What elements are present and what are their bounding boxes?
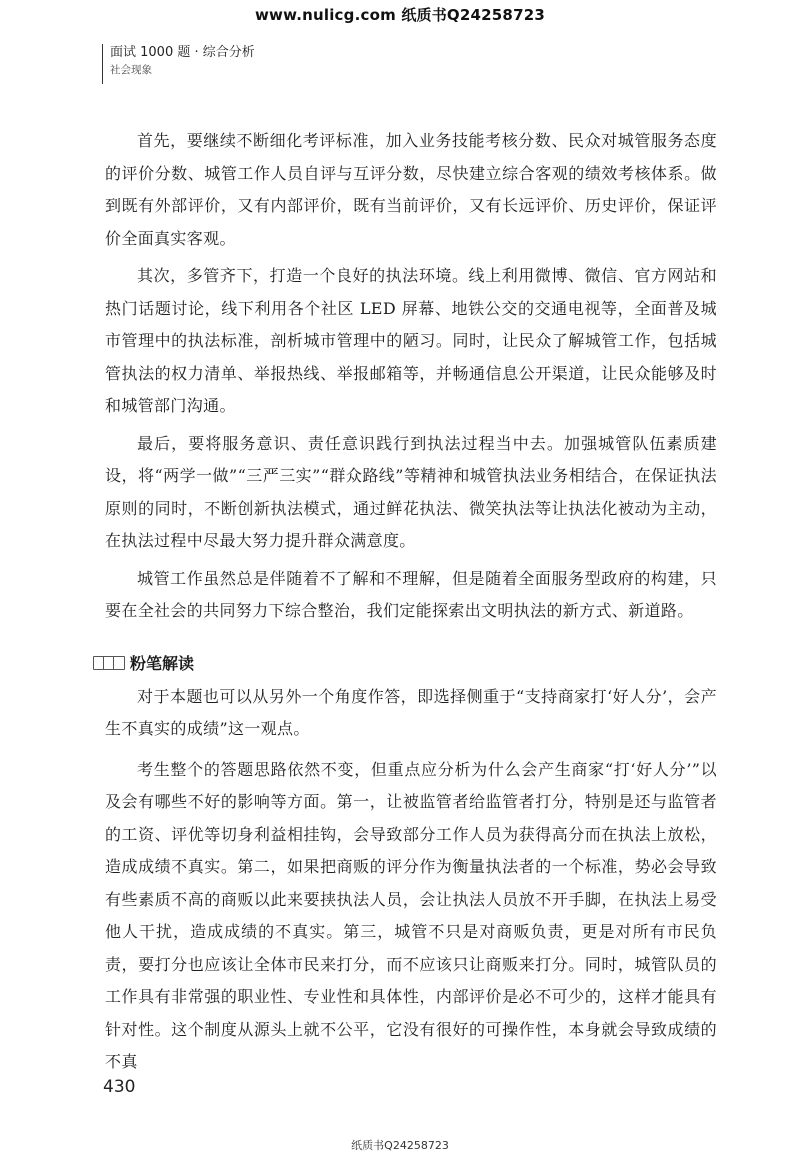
answer-paragraph-3: 最后，要将服务意识、责任意识践行到执法过程当中去。加强城管队伍素质建设，将“两学一做”“三严三实”“群众路线”等精神和城管执法业务相结合，在保证执法原则的同时，不断创新执法模式，通过鲜花执法、微笑执法等让执法化被动为主动，在执法过程中尽最大努力提升群众满意度。 xyxy=(105,433,717,550)
reading-paragraph-2: 考生整个的答题思路依然不变，但重点应分析为什么会产生商家“打‘好人分’”以及会有哪些不好的影响等方面。第一，让被监管者给监管者打分，特别是还与监管者的工资、评优等切身利益相挂钩，会导致部分工作人员为获得高分而在执法上放松，造成成绩不真实。第二，如果把商贩的评分作为衡量执法者的一个标准，势必会导致有些素质不高的商贩以此来要挟执法人员，会让执法人员放不开手脚，在执法上易受他人干扰，造成成绩的不真实。第三，城管不只是对商贩负责，更是对所有市民负责，要打分也应该让全体市民来打分，而不应该只让商贩来打分。同时，城管队员的工作具有非常强的职业性、专业性和具体性，内部评价是必不可少的，这样才能具有针对性。这个制度从源头上就不公平，它没有很好的可操作性，本身就会导致成绩的不真 xyxy=(105,759,717,1071)
chapter-section-title: 社会现象 xyxy=(110,64,152,76)
bottom-watermark: 纸质书Q24258723 xyxy=(351,1139,449,1152)
section-heading xyxy=(105,648,717,678)
reading-paragraph-1: 对于本题也可以从另外一个角度作答，即选择侧重于“支持商家打‘好人分’，会产生不真实的成绩”这一观点。 xyxy=(105,686,717,738)
top-watermark: www.nulicg.com 纸质书Q24258723 xyxy=(255,6,545,24)
running-head xyxy=(102,44,255,84)
answer-paragraph-4: 城管工作虽然总是伴随着不了解和不理解，但是随着全面服务型政府的构建，只要在全社会的共同努力下综合整治，我们定能探索出文明执法的新方式、新道路。 xyxy=(105,568,717,620)
page-body xyxy=(105,125,717,1079)
section-marker-icon xyxy=(93,656,125,670)
answer-paragraph-1: 首先，要继续不断细化考评标准，加入业务技能考核分数、民众对城管服务态度的评价分数、城管工作人员自评与互评分数，尽快建立综合客观的绩效考核体系。做到既有外部评价，又有内部评价，既有当前评价，又有长远评价、历史评价，保证评价全面真实客观。 xyxy=(105,131,717,248)
book-series-title: 面试 1000 题 · 综合分析 xyxy=(110,45,255,60)
page-number: 430 xyxy=(103,1077,136,1097)
answer-paragraph-2: 其次，多管齐下，打造一个良好的执法环境。线上利用微博、微信、官方网站和热门话题讨论，线下利用各个社区 LED 屏幕、地铁公交的交通电视等，全面普及城市管理中的执法标准，剖析城市管理中的陋习。同时，让民众了解城管工作，包括城管执法的权力清单、举报热线、举报邮箱等，并畅通信息公开渠道，让民众能够及时和城管部门沟通。 xyxy=(105,266,717,415)
section-title: 粉笔解读 xyxy=(130,654,195,673)
